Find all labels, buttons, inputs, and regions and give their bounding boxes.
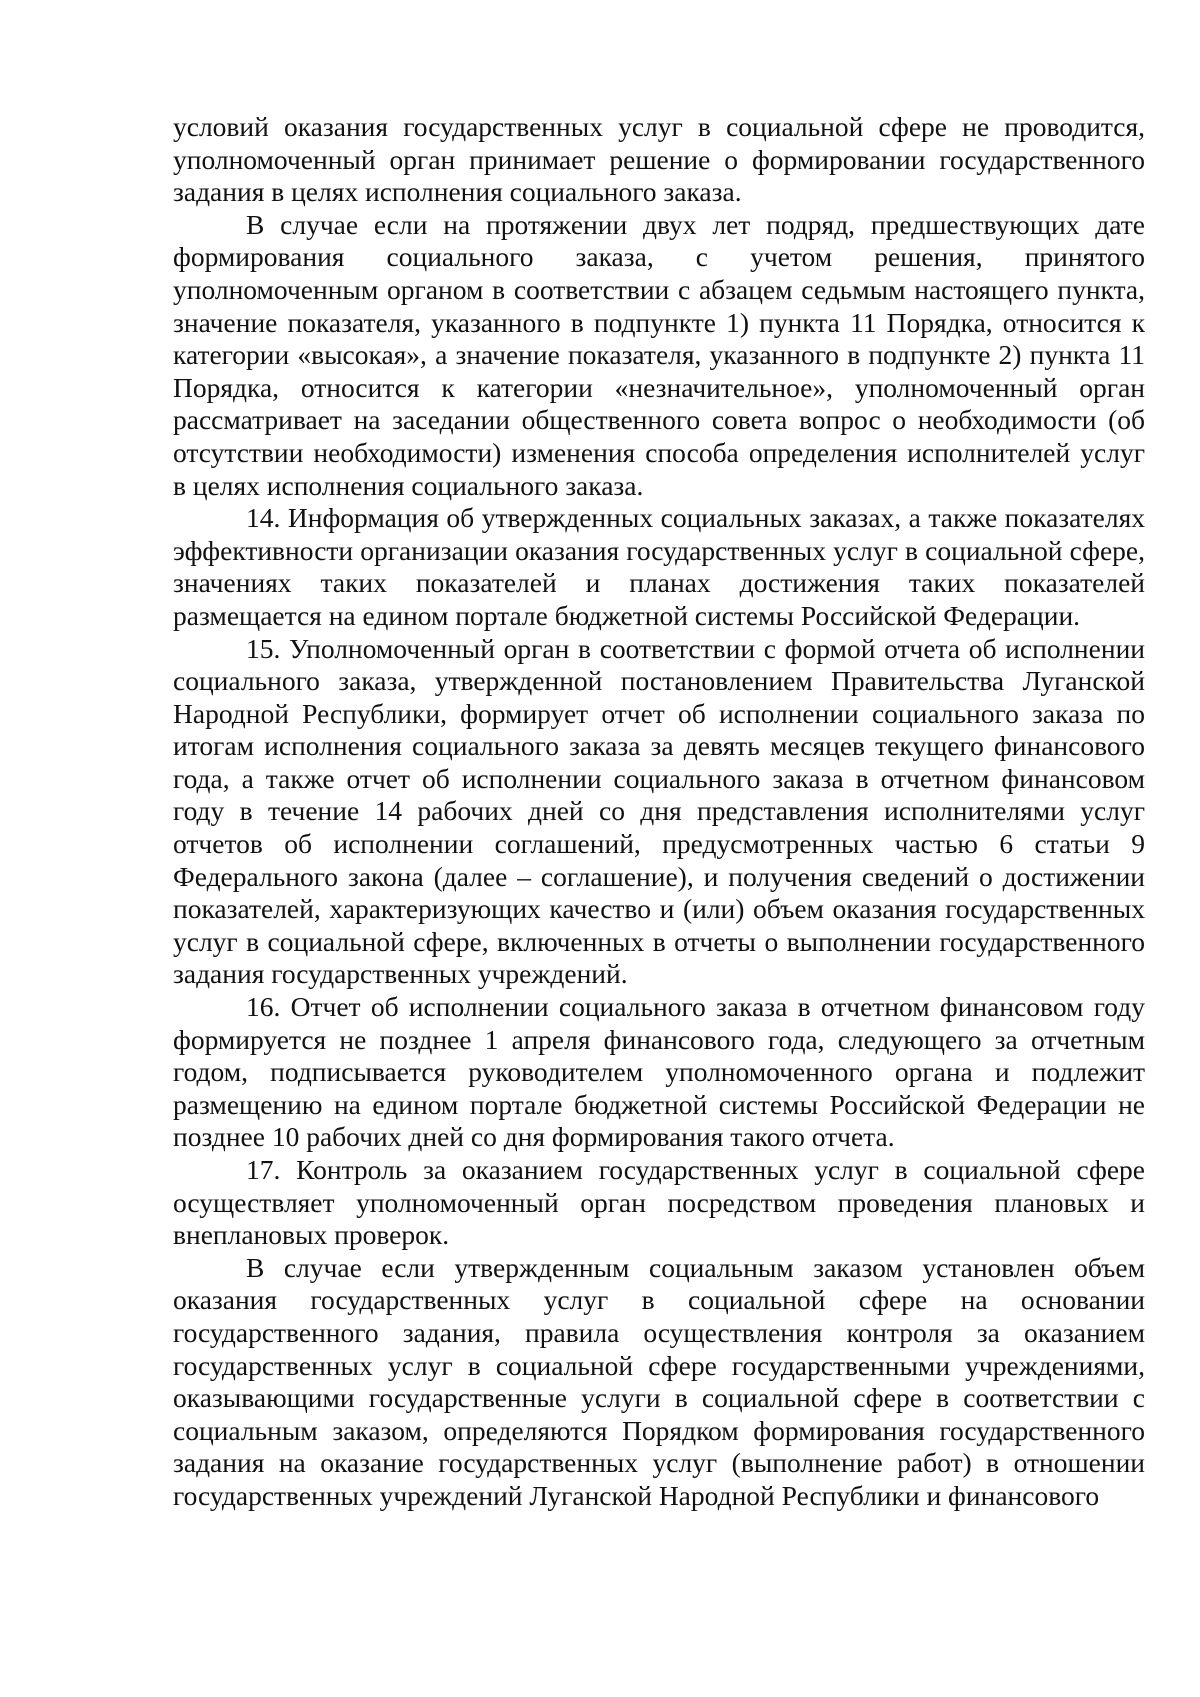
paragraph-two-year-rule: В случае если на протяжении двух лет подряд, предшествующих дате формирования социального заказа, с учетом решения, принятого уполномоченным органом в соответствии с абзацем седьмым настоящего пункта, значение показателя, указанного в подпункте 1) пункта 11 Порядка, относится к категории «высокая», а значение показателя, указанного в подпункте 2) пункта 11 Порядка, относится к категории «незначительное», уполномоченный орган рассматривает на заседании общественного совета вопрос о необходимости (об отсутствии необходимости) изменения способа определения исполнителей услуг в целях исполнения социального заказа. [173, 208, 1145, 501]
paragraph-14: 14. Информация об утвержденных социальных заказах, а также показателях эффективности организации оказания государственных услуг в социальной сфере, значениях таких показателей и планах достижения таких показателей размещается на едином портале бюджетной системы Российской Федерации. [173, 502, 1145, 631]
document-page [173, 111, 1145, 1513]
paragraph-17: 17. Контроль за оказанием государственных услуг в социальной сфере осуществляет уполномоченный орган посредством проведения плановых и внеплановых проверок. [173, 1154, 1145, 1251]
paragraph-continuation: условий оказания государственных услуг в социальной сфере не проводится, уполномоченный орган принимает решение о формировании государственного задания в целях исполнения социального заказа. [173, 111, 1145, 208]
paragraph-15: 15. Уполномоченный орган в соответствии с формой отчета об исполнении социального заказа, утвержденной постановлением Правительства Луганской Народной Республики, формирует отчет об исполнении социального заказа по итогам исполнения социального заказа за девять месяцев текущего финансового года, а также отчет об исполнении социального заказа в отчетном финансовом году в течение 14 рабочих дней со дня представления исполнителями услуг отчетов об исполнении соглашений, предусмотренных частью 6 статьи 9 Федерального закона (далее – соглашение), и получения сведений о достижении показателей, характеризующих качество и (или) объем оказания государственных услуг в социальной сфере, включенных в отчеты о выполнении государственного задания государственных учреждений. [173, 632, 1145, 990]
paragraph-control-rules: В случае если утвержденным социальным заказом установлен объем оказания государственных услуг в социальной сфере на основании государственного задания, правила осуществления контроля за оказанием государственных услуг в социальной сфере государственными учреждениями, оказывающими государственные услуги в социальной сфере в соответствии с социальным заказом, определяются Порядком формирования государственного задания на оказание государственных услуг (выполнение работ) в отношении государственных учреждений Луганской Народной Республики и финансового [173, 1251, 1145, 1511]
paragraph-16: 16. Отчет об исполнении социального заказа в отчетном финансовом году формируется не позднее 1 апреля финансового года, следующего за отчетным годом, подписывается руководителем уполномоченного органа и подлежит размещению на едином портале бюджетной системы Российской Федерации не позднее 10 рабочих дней со дня формирования такого отчета. [173, 991, 1145, 1153]
